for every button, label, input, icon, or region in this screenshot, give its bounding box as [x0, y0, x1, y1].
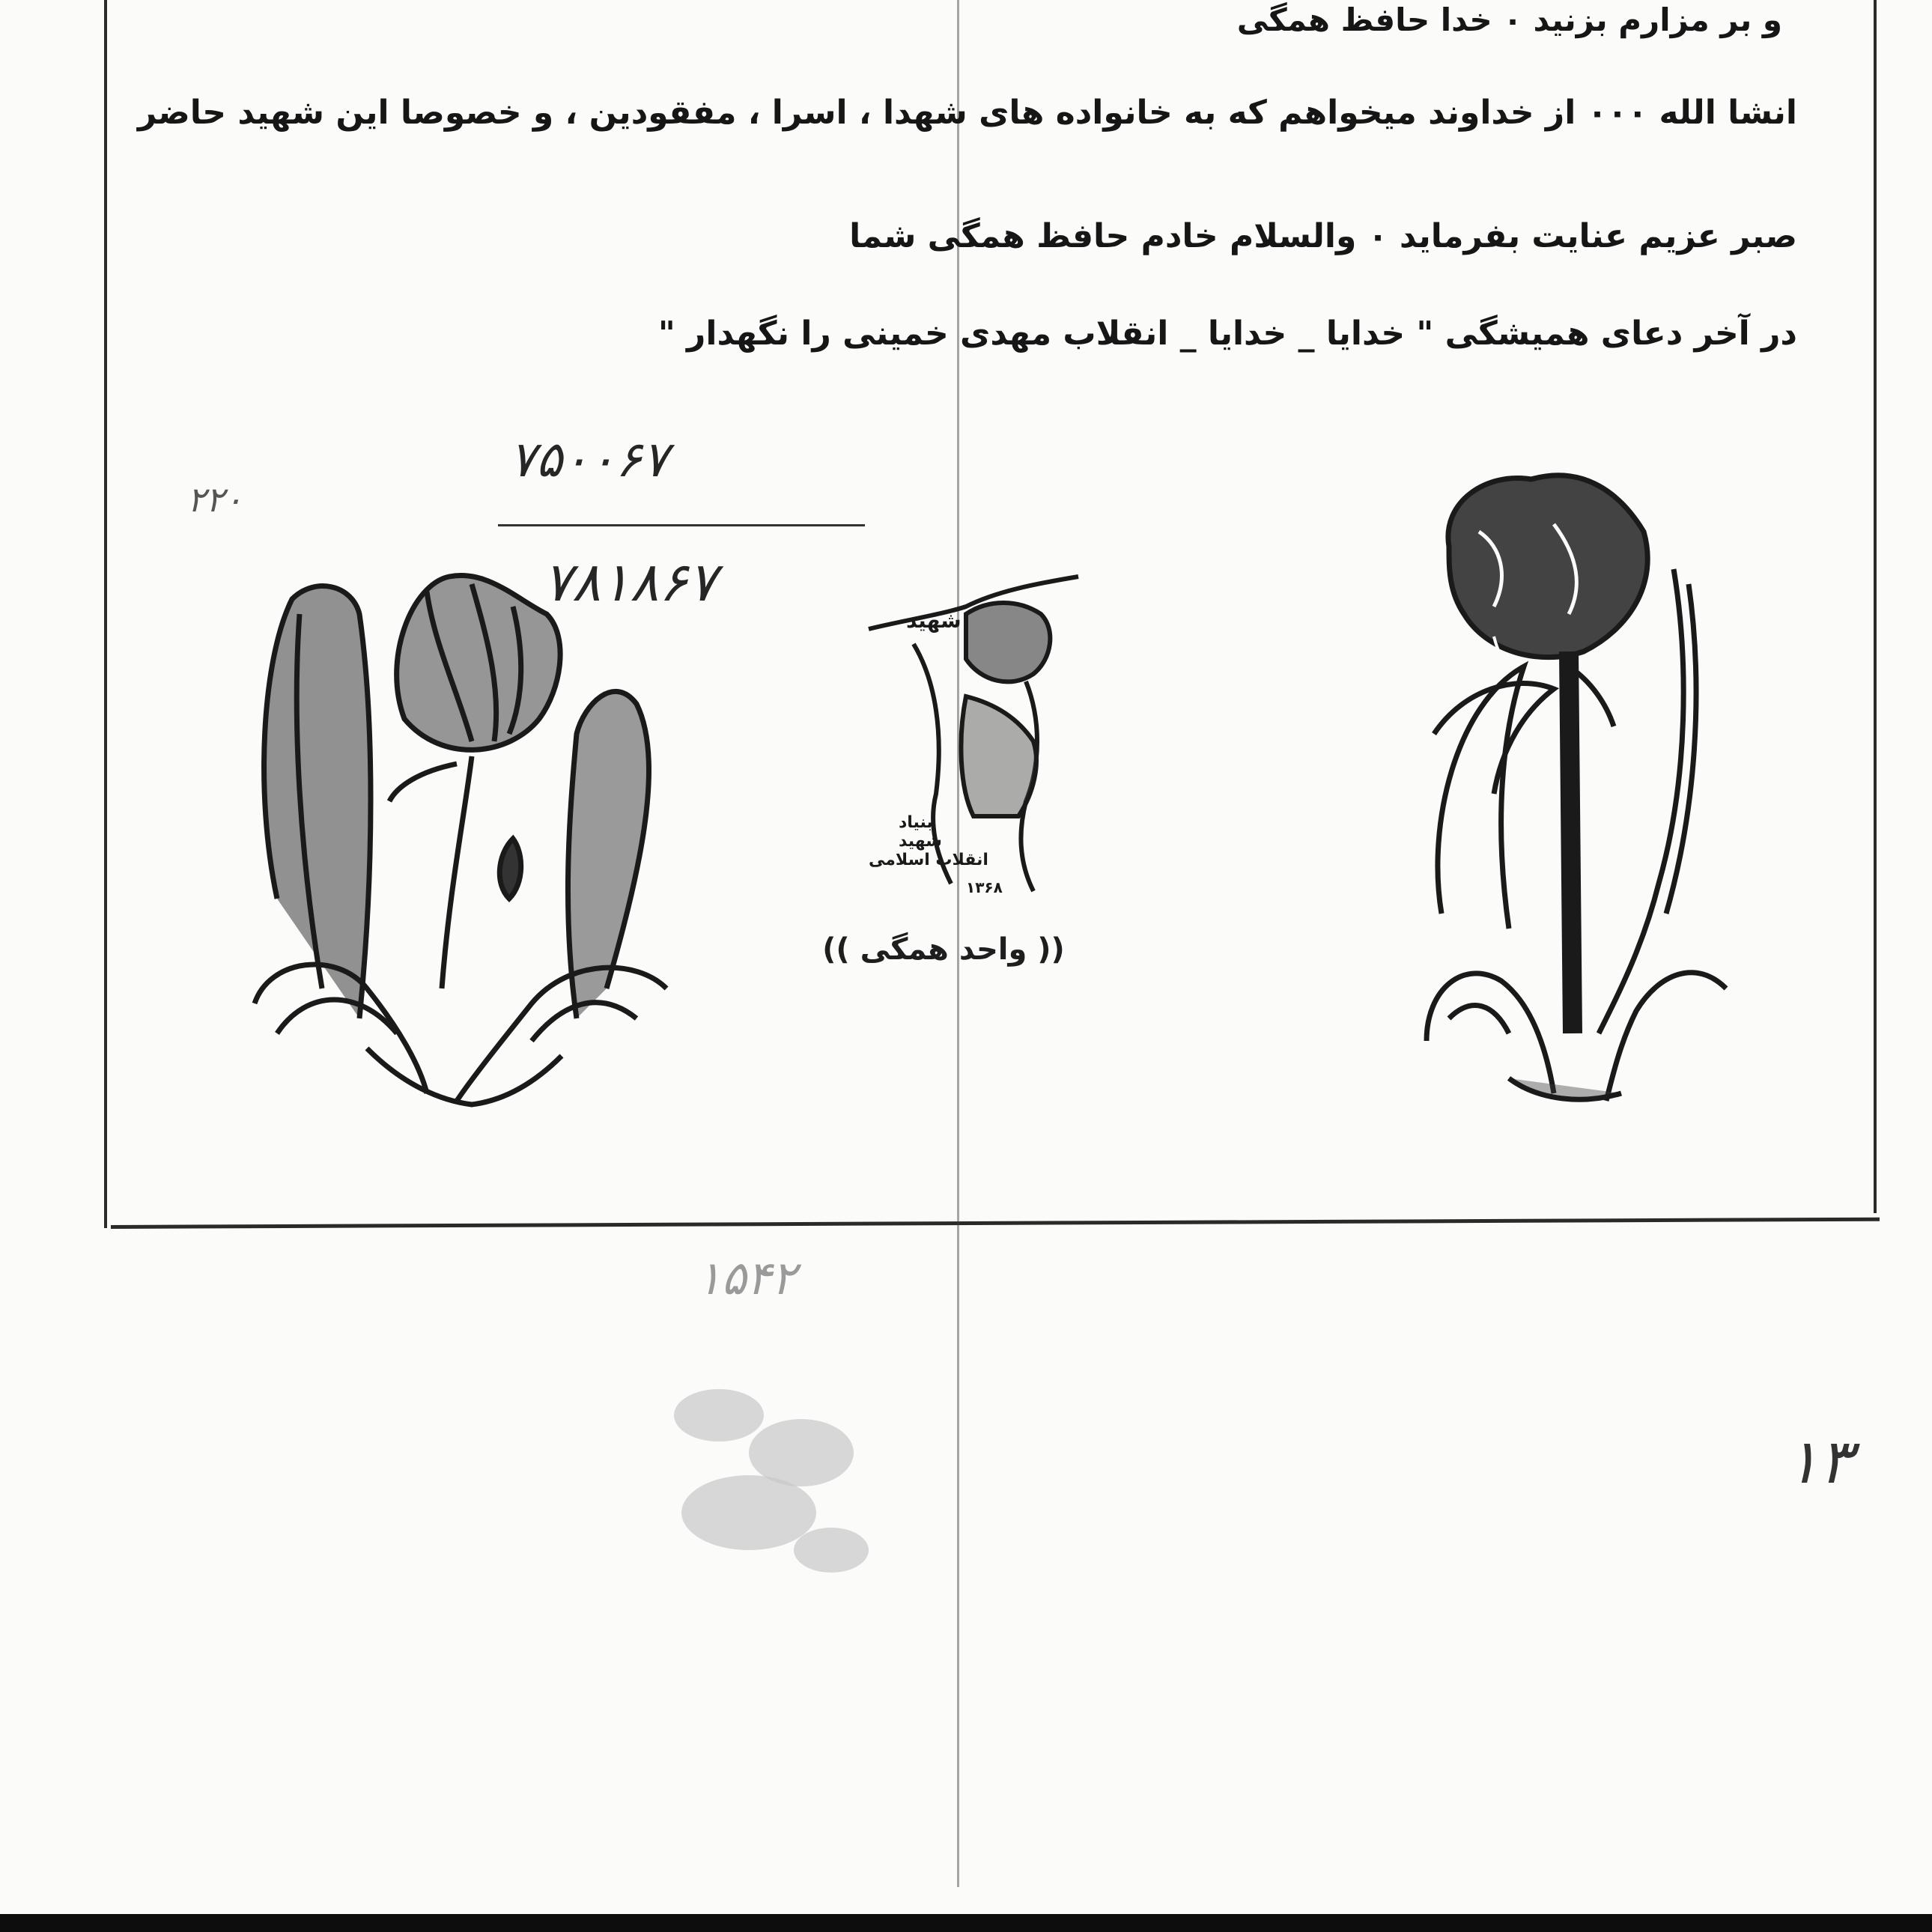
handwritten-underline — [498, 524, 865, 526]
frame-bottom-border — [111, 1218, 1880, 1229]
tulip-with-leaves-icon — [247, 569, 681, 1108]
martyr-emblem-tulip-icon — [854, 569, 1108, 906]
emblem-side-line-3: انقلاب اسلامی — [869, 851, 988, 869]
tulip-with-stem-icon — [1419, 464, 1734, 1108]
handwritten-page-mark: ۱۳ — [1786, 1427, 1853, 1498]
frame-left-border — [104, 0, 107, 1228]
letter-line-2: انشا الله ۰۰۰ از خداوند میخواهم که به خانواده های شهدا ، اسرا ، مفقودین ، و خصوصا این شهید حاضر — [137, 94, 1797, 132]
letter-line-3: صبر عزیم عنایت بفرماید ۰ والسلام خادم حافظ همگی شما — [849, 217, 1797, 255]
emblem-top-text: شهید — [906, 608, 962, 633]
emblem-year: ۱۳۶۸ — [966, 878, 1003, 896]
faint-handwritten-mark: ۱۵۴۲ — [696, 1251, 797, 1305]
handwritten-number-top: ۷۵۰۰۶۷ — [509, 431, 669, 488]
emblem-caption: (( واحد همگی )) — [822, 932, 1065, 967]
scanner-bottom-edge — [0, 1914, 1932, 1932]
handwritten-scribble: ۲۲۰ — [187, 479, 243, 520]
letter-line-4: در آخر دعای همیشگی " خدایا _ خدایا _ انقلاب مهدی خمینی را نگهدار " — [657, 315, 1797, 353]
emblem-side-line-1: بنیاد — [899, 813, 933, 832]
frame-right-border — [1874, 0, 1877, 1213]
letter-line-1: و بر مزارم بزنید ۰ خدا حافظ همگی — [1236, 1, 1782, 38]
emblem-side-line-2: شهید — [899, 832, 942, 851]
handwritten-number-second: ۷۸۱۸۶۷ — [543, 550, 717, 613]
faint-stamp-stain — [644, 1363, 891, 1595]
